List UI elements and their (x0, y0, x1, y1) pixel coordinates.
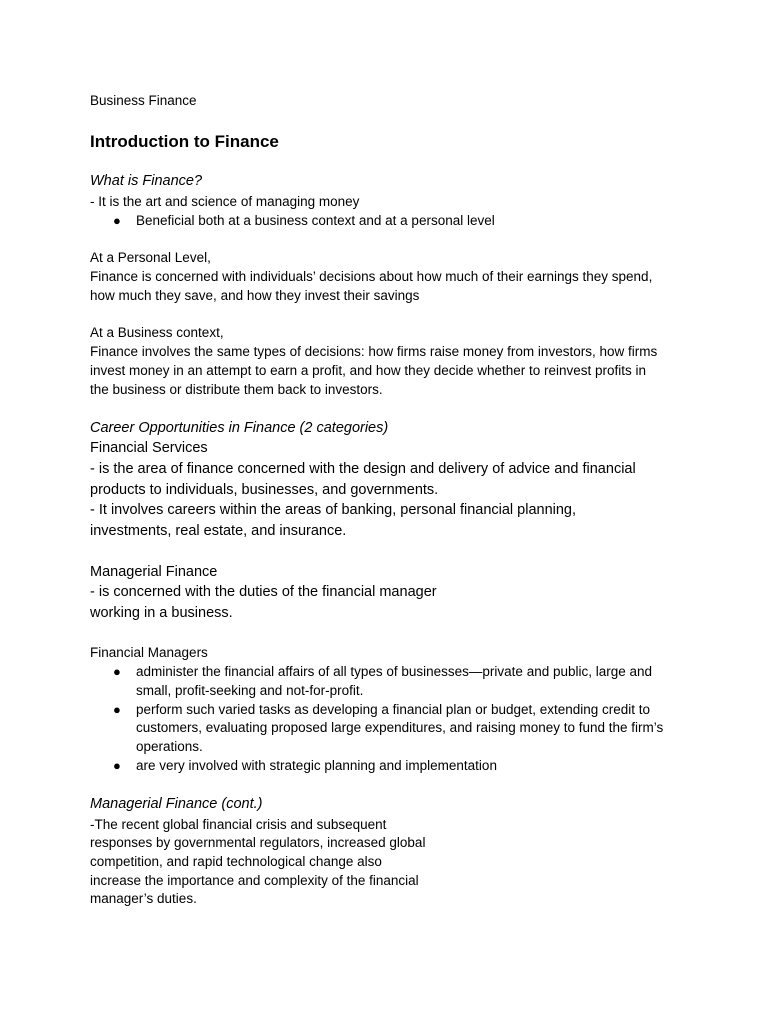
managerial-finance-heading: Managerial Finance (90, 564, 218, 580)
managerial-finance-line: - is concerned with the duties of the financial manager (90, 584, 437, 600)
cont-line: increase the importance and complexity of the financial (90, 873, 419, 888)
business-heading: At a Business context, (90, 325, 224, 340)
managers-bullet-line: small, profit-seeking and not-for-profit. (136, 683, 364, 698)
cont-line: competition, and rapid technological change also (90, 854, 382, 869)
what-is-heading: What is Finance? (90, 173, 203, 189)
financial-services-line: - It involves careers within the areas of banking, personal financial planning, (90, 502, 577, 518)
personal-line: how much they save, and how they invest their savings (90, 288, 420, 303)
bullet-icon: ● (113, 664, 121, 679)
bullet-icon: ● (113, 702, 121, 717)
business-line: invest money in an attempt to earn a profit, and how they decide whether to reinvest profits in (90, 363, 647, 378)
doc-header: Business Finance (90, 93, 197, 108)
personal-heading: At a Personal Level, (90, 250, 211, 265)
business-line: the business or distribute them back to investors. (90, 382, 383, 397)
managers-bullet-line: customers, evaluating proposed large expenditures, and raising money to fund the firm’s (136, 720, 664, 735)
what-is-bullet: Beneficial both at a business context and at a personal level (136, 213, 495, 228)
business-line: Finance involves the same types of decisions: how firms raise money from investors, how firms (90, 344, 658, 359)
managers-bullet-line: are very involved with strategic planning and implementation (136, 758, 497, 773)
managers-bullet-line: operations. (136, 739, 203, 754)
financial-managers-heading: Financial Managers (90, 645, 208, 660)
cont-line: -The recent global financial crisis and subsequent (90, 817, 387, 832)
cont-line: responses by governmental regulators, increased global (90, 835, 426, 850)
managers-bullet-line: administer the financial affairs of all types of businesses—private and public, large and (136, 664, 653, 679)
financial-services-heading: Financial Services (90, 440, 208, 456)
career-heading: Career Opportunities in Finance (2 categories) (90, 420, 389, 436)
personal-line: Finance is concerned with individuals’ decisions about how much of their earnings they spend, (90, 269, 653, 284)
bullet-icon: ● (113, 213, 121, 228)
page-title: Introduction to Finance (90, 132, 279, 151)
bullet-icon: ● (113, 758, 121, 773)
financial-services-line: products to individuals, businesses, and governments. (90, 482, 439, 498)
managerial-finance-line: working in a business. (90, 605, 233, 621)
managers-bullet-line: perform such varied tasks as developing a financial plan or budget, extending credit to (136, 702, 651, 717)
what-is-definition: - It is the art and science of managing money (90, 194, 360, 209)
financial-services-line: - is the area of finance concerned with the design and delivery of advice and financial (90, 461, 636, 477)
cont-line: manager’s duties. (90, 891, 197, 906)
financial-services-line: investments, real estate, and insurance. (90, 523, 347, 539)
cont-heading: Managerial Finance (cont.) (90, 796, 263, 812)
